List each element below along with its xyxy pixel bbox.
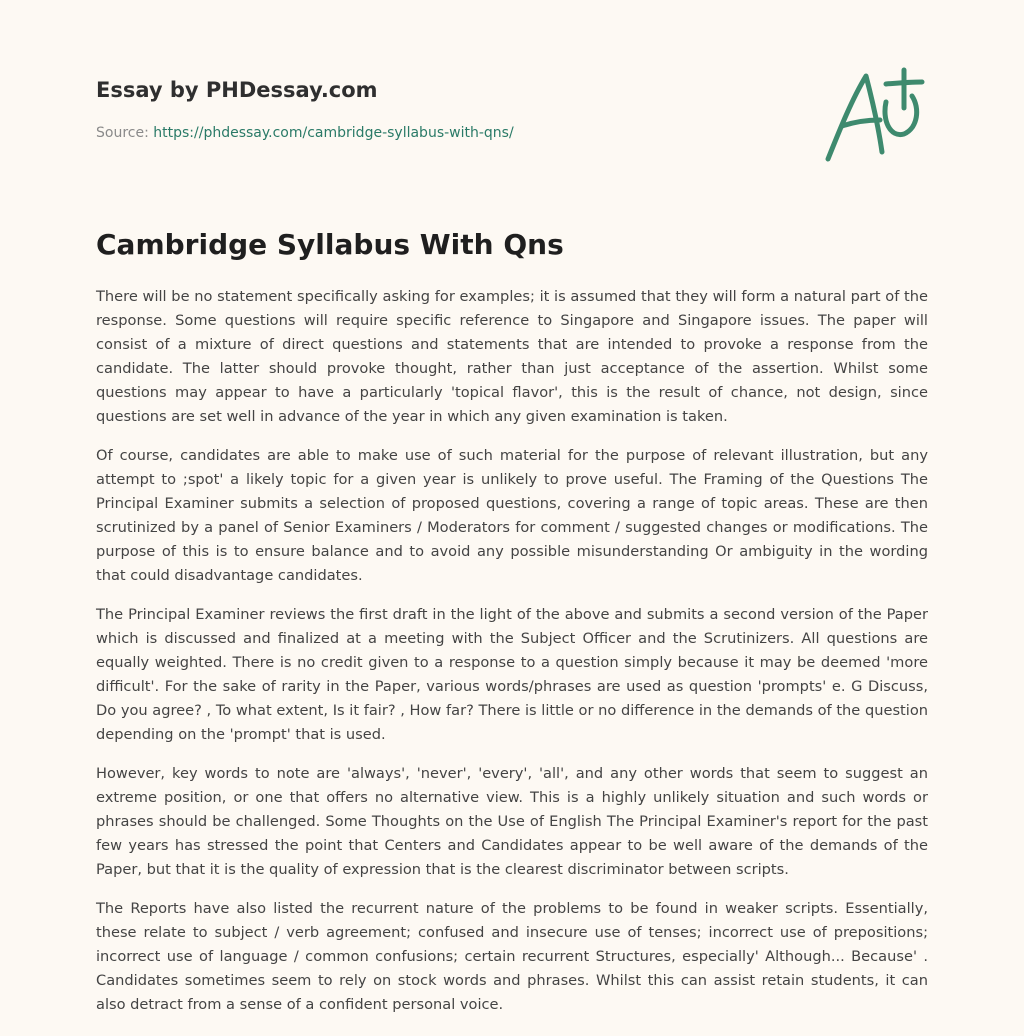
- document-title: Cambridge Syllabus With Qns: [96, 228, 564, 261]
- source-line: [96, 124, 514, 142]
- essay-paragraph: However, key words to note are 'always', 'never', 'every', 'all', and any other words that seem to suggest an extreme position, or one that offers no alternative view. This is a highly unlikely situation and such words or phrases should be challenged. Some Thoughts on the Use of English The Principal Examiner's report for the past few years has stressed the point that Centers and Candidates appear to be well aware of the demands of the Paper, but that it is the quality of expression that is the clearest discriminator between scripts.: [96, 765, 928, 878]
- essay-paragraph: The Reports have also listed the recurrent nature of the problems to be found in weaker scripts. Essentially, these relate to subject / verb agreement; confused and insecure use of tenses; incorrect use of prepositions; incorrect use of language / common confusions; certain recurrent Structures, especially' Although... Because' . Candidates sometimes seem to rely on stock words and phrases. Whilst this can assist retain students, it can also detract from a sense of a confident personal voice.: [96, 900, 928, 1013]
- essay-paragraph: The Principal Examiner reviews the first draft in the light of the above and submits a second version of the Paper which is discussed and finalized at a meeting with the Subject Officer and the Scrutinizers. All questions are equally weighted. There is no credit given to a response to a question simply because it may be deemed 'more difficult'. For the sake of rarity in the Paper, various words/phrases are used as question 'prompts' e. G Discuss, Do you agree? , To what extent, Is it fair? , How far? There is little or no difference in the demands of the question depending on the 'prompt' that is used.: [96, 606, 928, 743]
- site-title: Essay by PHDessay.com: [96, 78, 378, 102]
- essay-paragraph: There will be no statement specifically asking for examples; it is assumed that they will form a natural part of the response. Some questions will require specific reference to Singapore and Singapore issues. The paper will consist of a mixture of direct questions and statements that are intended to provoke a response from the candidate. The latter should provoke thought, rather than just acceptance of the assertion. Whilst some questions may appear to have a particularly 'topical flavor', this is the result of chance, not design, since questions are set well in advance of the year in which any given examination is taken.: [96, 288, 928, 425]
- a-plus-grade-icon: [818, 64, 930, 168]
- essay-body: [96, 285, 928, 1032]
- essay-paragraph: Of course, candidates are able to make use of such material for the purpose of relevant illustration, but any attempt to ;spot' a likely topic for a given year is unlikely to prove useful. The Framing of the Questions The Principal Examiner submits a selection of proposed questions, covering a range of topic areas. These are then scrutinized by a panel of Senior Examiners / Moderators for comment / suggested changes or modifications. The purpose of this is to ensure balance and to avoid any possible misunderstanding Or ambiguity in the wording that could disadvantage candidates.: [96, 447, 928, 584]
- source-label: Source:: [96, 125, 149, 141]
- source-link[interactable]: https://phdessay.com/cambridge-syllabus-with-qns/: [153, 125, 514, 141]
